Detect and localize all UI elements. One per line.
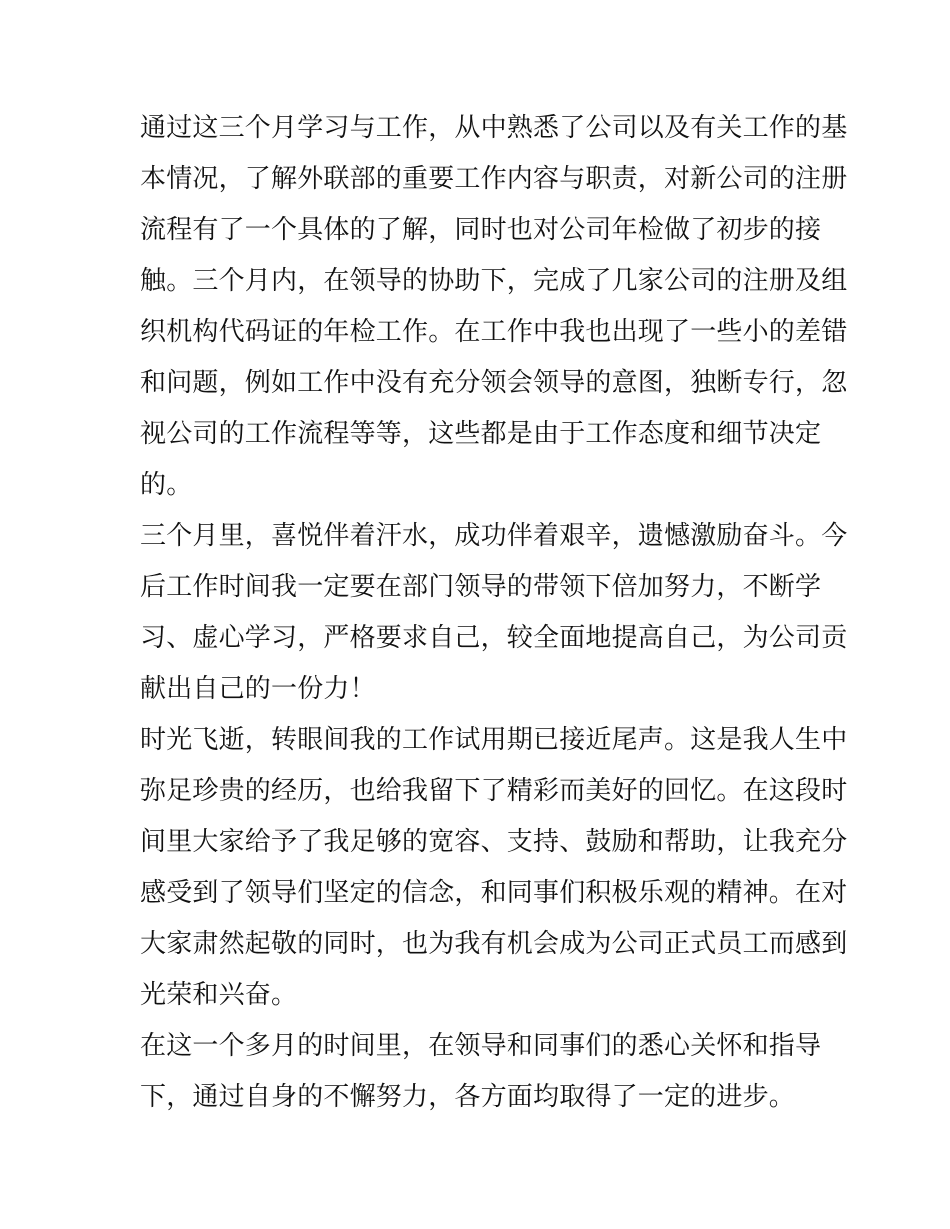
text-line: 在这一个多月的时间里，在领导和同事们的悉心关怀和指导 — [140, 1031, 822, 1061]
text-line: 光荣和兴奋。 — [140, 980, 298, 1010]
text-line: 后工作时间我一定要在部门领导的带领下倍加努力，不断学 — [140, 572, 822, 602]
text-line: 间里大家给予了我足够的宽容、支持、鼓励和帮助，让我充分 — [140, 827, 848, 857]
text-line: 感受到了领导们坚定的信念，和同事们积极乐观的精神。在对 — [140, 878, 848, 908]
text-line: 献出自己的一份力！ — [140, 674, 376, 704]
text-line: 本情况，了解外联部的重要工作内容与职责，对新公司的注册 — [140, 164, 848, 194]
text-line: 和问题，例如工作中没有充分领会领导的意图，独断专行，忽 — [140, 368, 848, 398]
text-line: 视公司的工作流程等等，这些都是由于工作态度和细节决定 — [140, 419, 822, 449]
text-line: 习、虚心学习，严格要求自己，较全面地提高自己，为公司贡 — [140, 623, 848, 653]
text-line: 大家肃然起敬的同时，也为我有机会成为公司正式员工而感到 — [140, 929, 848, 959]
text-line: 通过这三个月学习与工作，从中熟悉了公司以及有关工作的基 — [140, 113, 848, 143]
text-line: 的。 — [140, 470, 193, 500]
text-line: 弥足珍贵的经历，也给我留下了精彩而美好的回忆。在这段时 — [140, 776, 848, 806]
text-line: 下，通过自身的不懈努力，各方面均取得了一定的进步。 — [140, 1082, 796, 1112]
text-line: 流程有了一个具体的了解，同时也对公司年检做了初步的接 — [140, 215, 822, 245]
text-line: 三个月里，喜悦伴着汗水，成功伴着艰辛，遗憾激励奋斗。今 — [140, 521, 848, 551]
text-line: 织机构代码证的年检工作。在工作中我也出现了一些小的差错 — [140, 317, 848, 347]
text-line: 时光飞逝，转眼间我的工作试用期已接近尾声。这是我人生中 — [140, 725, 848, 755]
text-line: 触。三个月内，在领导的协助下，完成了几家公司的注册及组 — [140, 266, 848, 296]
